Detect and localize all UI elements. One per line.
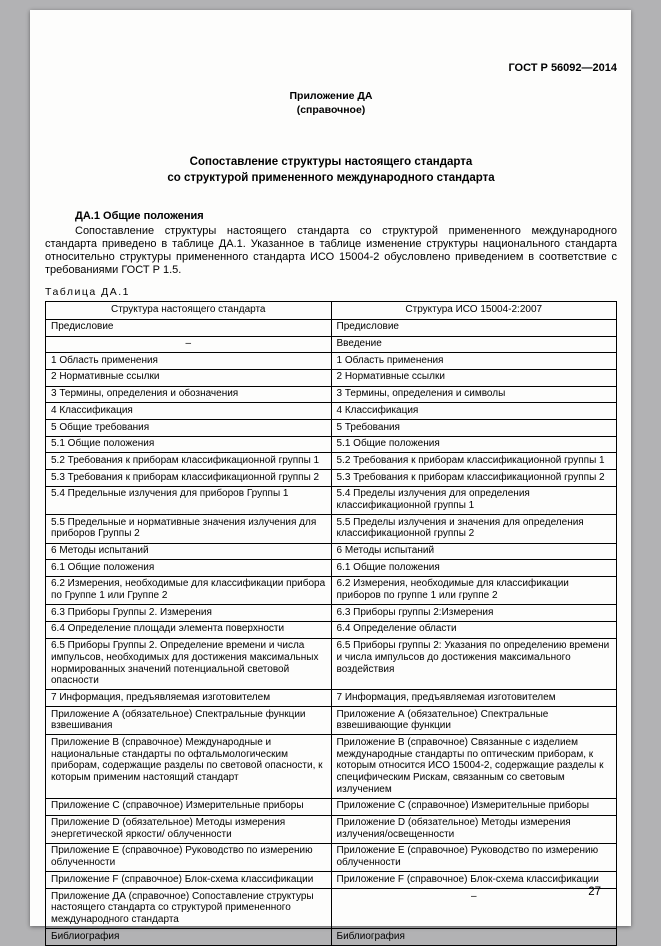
table-row <box>46 735 617 798</box>
comparison-table-body <box>46 319 617 945</box>
table-cell: Приложение С (справочное) Измерительные приборы <box>331 798 617 815</box>
table-cell: 5 Общие требования <box>46 420 332 437</box>
table-row <box>46 605 617 622</box>
table-row <box>46 420 617 437</box>
table-cell: 1 Область применения <box>46 353 332 370</box>
table-cell: Библиография <box>331 929 617 946</box>
table-cell: 4 Классификация <box>331 403 617 420</box>
table-cell: 2 Нормативные ссылки <box>46 369 332 386</box>
table-row <box>46 690 617 707</box>
table-cell: Приложение D (обязательное) Методы измерения энергетической яркости/ облученности <box>46 815 332 843</box>
table-cell: 3 Термины, определения и символы <box>331 386 617 403</box>
table-cell: Приложение Е (справочное) Руководство по измерению облученности <box>46 843 332 871</box>
table-cell: Предисловие <box>331 319 617 336</box>
comparison-table <box>45 301 617 946</box>
table-header-cell-right: Структура ИСО 15004-2:2007 <box>331 302 617 320</box>
table-cell: 6.2 Измерения, необходимые для классификации приборов по группе 1 или группе 2 <box>331 576 617 604</box>
table-row <box>46 486 617 514</box>
table-row <box>46 576 617 604</box>
table-row <box>46 369 617 386</box>
table-cell: – <box>331 889 617 929</box>
table-cell: 6.2 Измерения, необходимые для классификации прибора по Группе 1 или Группе 2 <box>46 576 332 604</box>
table-cell: Приложение В (справочное) Международные и национальные стандарты по офтальмологическим приборам, содержащие разделы по световой опасности, к которым применим настоящий стандарт <box>46 735 332 798</box>
table-row <box>46 929 617 946</box>
table-cell: Приложение А (обязательное) Спектральные функции взвешивания <box>46 707 332 735</box>
table-row <box>46 319 617 336</box>
table-cell: Предисловие <box>46 319 332 336</box>
table-row <box>46 336 617 353</box>
table-row <box>46 815 617 843</box>
table-row <box>46 543 617 560</box>
document-title <box>45 155 617 186</box>
table-cell: 5.1 Общие положения <box>331 436 617 453</box>
annex-heading <box>45 90 617 117</box>
table-cell: Приложение А (обязательное) Спектральные взвешивающие функции <box>331 707 617 735</box>
table-cell: Библиография <box>46 929 332 946</box>
table-row <box>46 436 617 453</box>
table-row <box>46 798 617 815</box>
table-row <box>46 707 617 735</box>
table-cell: 5.4 Предельные излучения для приборов Группы 1 <box>46 486 332 514</box>
table-cell: – <box>46 336 332 353</box>
table-cell: 5.1 Общие положения <box>46 436 332 453</box>
page-number: 27 <box>588 886 601 898</box>
table-cell: 3 Термины, определения и обозначения <box>46 386 332 403</box>
intro-paragraph: Сопоставление структуры настоящего стандарта со структурой примененного международного стандарта приведено в таблице ДА.1. Указанное в таблице изменение структуры национального стандарта относительно структуры примененного стандарта ИСО 15004-2 обусловлено приведением в соответствие с требованиями ГОСТ Р 1.5. <box>45 225 617 277</box>
table-row <box>46 470 617 487</box>
table-cell: Приложение F (справочное) Блок-схема классификации <box>46 872 332 889</box>
table-cell: 5.3 Требования к приборам классификационной группы 2 <box>331 470 617 487</box>
table-row <box>46 453 617 470</box>
table-row <box>46 621 617 638</box>
table-cell: 6.1 Общие положения <box>331 560 617 577</box>
table-row <box>46 843 617 871</box>
table-cell: 1 Область применения <box>331 353 617 370</box>
table-cell: 6 Методы испытаний <box>46 543 332 560</box>
table-cell: Приложение Е (справочное) Руководство по измерению облученности <box>331 843 617 871</box>
section-heading: ДА.1 Общие положения <box>75 210 204 223</box>
title-line-2: со структурой примененного международного стандарта <box>167 171 495 184</box>
table-cell: Приложение С (справочное) Измерительные приборы <box>46 798 332 815</box>
table-row <box>46 638 617 690</box>
table-cell: 5 Требования <box>331 420 617 437</box>
table-cell: Введение <box>331 336 617 353</box>
table-cell: 6.4 Определение области <box>331 621 617 638</box>
table-cell: Приложение F (справочное) Блок-схема классификации <box>331 872 617 889</box>
table-cell: 6.5 Приборы группы 2: Указания по определению времени и числа импульсов до достижения максимального воздействия <box>331 638 617 690</box>
annex-type: (справочное) <box>296 103 366 116</box>
table-row <box>46 353 617 370</box>
table-cell: 6.3 Приборы группы 2:Измерения <box>331 605 617 622</box>
table-cell: 2 Нормативные ссылки <box>331 369 617 386</box>
table-cell: 5.2 Требования к приборам классификационной группы 1 <box>331 453 617 470</box>
table-row <box>46 386 617 403</box>
table-cell: 6.5 Приборы Группы 2. Определение времени и числа импульсов, необходимых для достижения максимальных нормированных значений потенциальной световой опасности <box>46 638 332 690</box>
table-header-cell-left: Структура настоящего стандарта <box>46 302 332 320</box>
document-page <box>30 10 631 942</box>
table-cell: 7 Информация, предъявляемая изготовителем <box>46 690 332 707</box>
table-cell: Приложение В (справочное) Связанные с изделием международные стандарты по оптическим приборам, к которым относится ИСО 15004-2, содержащие разделы к специфическим Рискам, связанным со световым излучением <box>331 735 617 798</box>
table-cell: 6 Методы испытаний <box>331 543 617 560</box>
table-cell: 5.4 Пределы излучения для определения классификационной группы 1 <box>331 486 617 514</box>
table-row <box>46 515 617 543</box>
table-cell: 6.3 Приборы Группы 2. Измерения <box>46 605 332 622</box>
table-header-row <box>46 302 617 320</box>
table-cell: 5.3 Требования к приборам классификационной группы 2 <box>46 470 332 487</box>
table-cell: 6.4 Определение площади элемента поверхности <box>46 621 332 638</box>
table-row <box>46 872 617 889</box>
table-cell: 5.5 Предельные и нормативные значения излучения для приборов Группы 2 <box>46 515 332 543</box>
table-cell: 7 Информация, предъявляемая изготовителем <box>331 690 617 707</box>
table-cell: Приложение ДА (справочное) Сопоставление структуры настоящего стандарта со структурой примененного международного стандарта <box>46 889 332 929</box>
table-row <box>46 560 617 577</box>
table-row <box>46 403 617 420</box>
title-line-1: Сопоставление структуры настоящего стандарта <box>189 156 473 169</box>
standard-reference: ГОСТ Р 56092—2014 <box>508 62 617 74</box>
table-cell: 5.2 Требования к приборам классификационной группы 1 <box>46 453 332 470</box>
table-cell: 6.1 Общие положения <box>46 560 332 577</box>
table-label: Таблица ДА.1 <box>45 286 130 299</box>
table-row <box>46 889 617 929</box>
table-cell: Приложение D (обязательное) Методы измерения излучения/освещенности <box>331 815 617 843</box>
table-cell: 4 Классификация <box>46 403 332 420</box>
table-cell: 5.5 Пределы излучения и значения для определения классификационной группы 2 <box>331 515 617 543</box>
annex-label: Приложение ДА <box>289 90 373 102</box>
